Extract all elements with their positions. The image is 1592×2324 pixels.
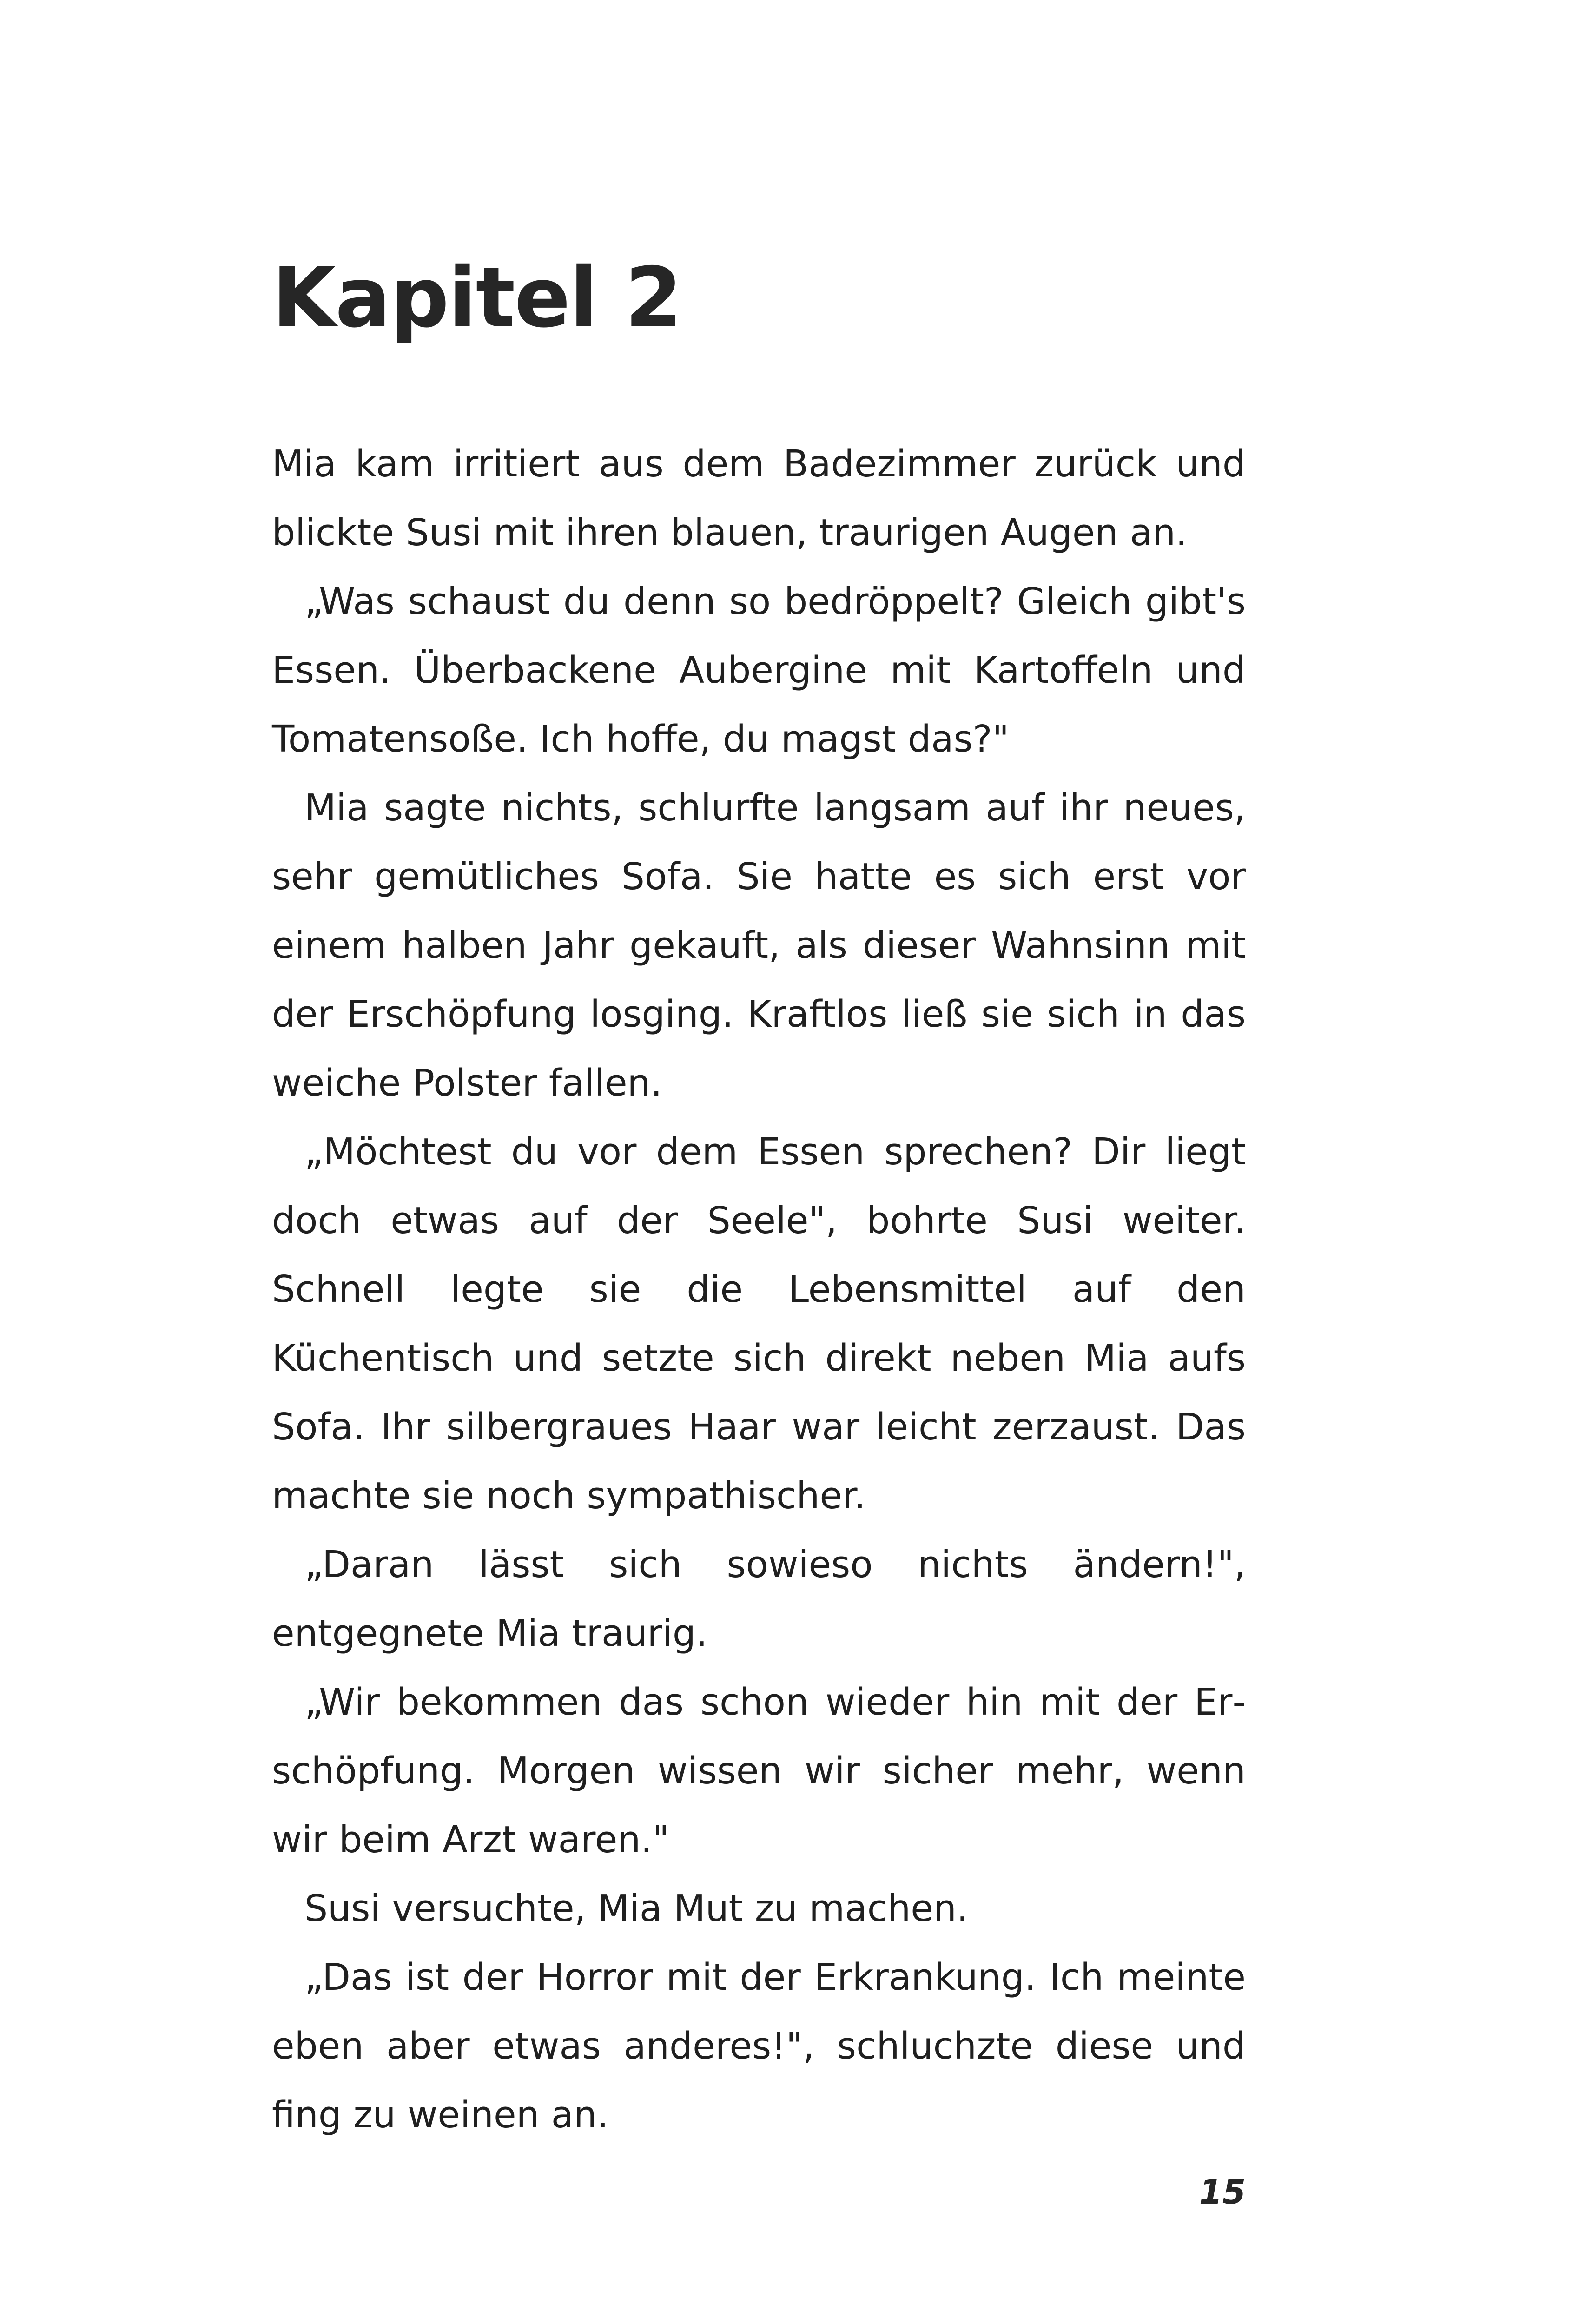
chapter-title: Kapitel 2	[272, 250, 682, 346]
paragraph: „Das ist der Horror mit der Erkrankung. Ich meinte eben aber etwas anderes!", schluchzte diese und fing zu weinen an.	[272, 1956, 1246, 2136]
body-text	[272, 429, 1246, 2149]
paragraph: „Wir bekommen das schon wieder hin mit der Erschöpfung. Morgen wissen wir sicher mehr, wenn wir beim Arzt waren."	[272, 1681, 1246, 1861]
paragraph: Mia kam irritiert aus dem Badezimmer zurück und blickte Susi mit ihren blauen, traurigen Augen an.	[272, 442, 1246, 554]
paragraph: Mia sagte nichts, schlurfte langsam auf ihr neues, sehr gemütliches Sofa. Sie hatte es sich erst vor einem halben Jahr gekauft, als dieser Wahnsinn mit der Erschöpfung losging. Kraftlos ließ sie sich in das weiche Polster fallen.	[272, 786, 1246, 1104]
paragraph: Susi versuchte, Mia Mut zu machen.	[304, 1887, 969, 1930]
paragraph: „Möchtest du vor dem Essen sprechen? Dir liegt doch etwas auf der Seele", bohrte Susi weiter. Schnell legte sie die Lebensmittel auf den Küchentisch und setzte sich direkt neben Mia aufs Sofa. Ihr silbergraues Haar war leicht zerzaust. Das machte sie noch sympathischer.	[272, 1130, 1246, 1517]
paragraph: „Daran lässt sich sowieso nichts ändern!", entgegnete Mia traurig.	[272, 1543, 1246, 1655]
page-number: 15	[1199, 2172, 1246, 2212]
paragraph: „Was schaust du denn so bedröppelt? Gleich gibt's Essen. Überbackene Aubergine mit Kartoffeln und Tomatensoße. Ich hoffe, du magst das?"	[272, 580, 1246, 760]
